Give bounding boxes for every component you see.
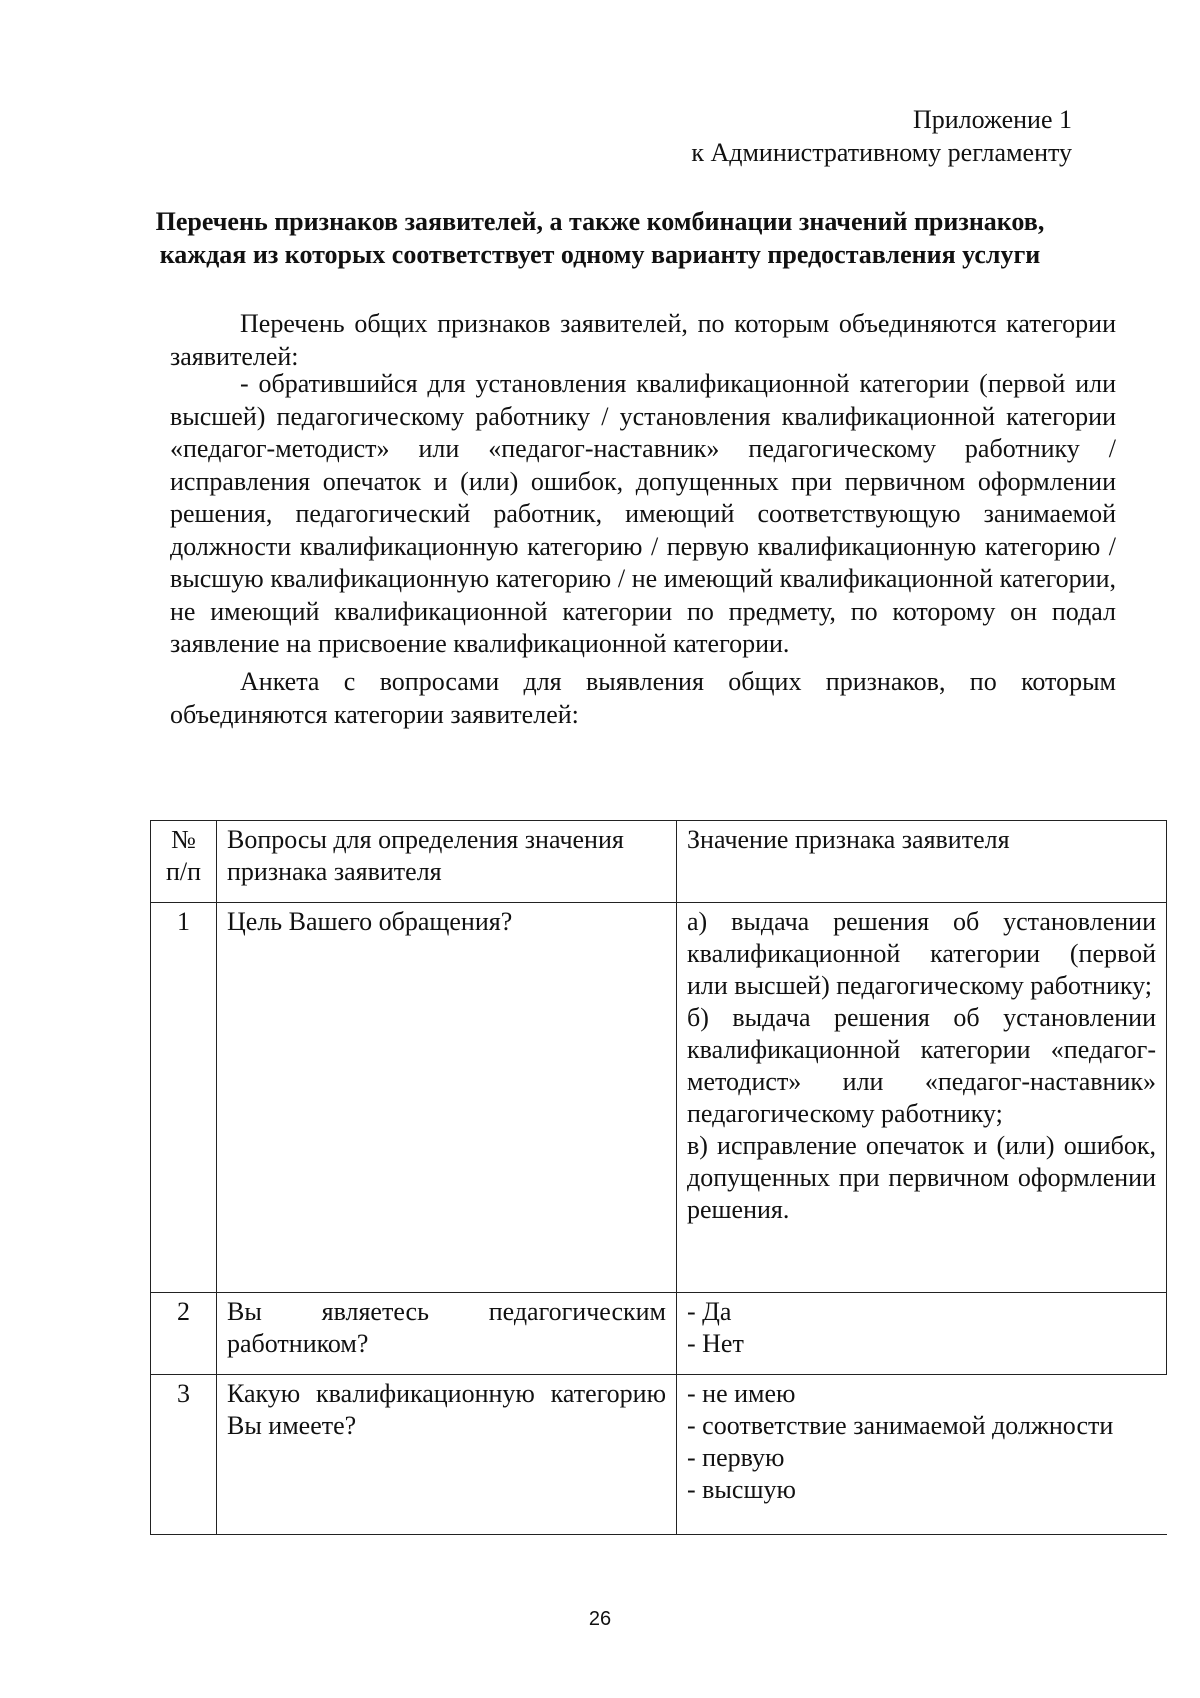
survey-table [150,820,1167,1535]
row-num: 1 [151,903,217,1293]
row-question: Какую квалификационную категорию Вы имеете? [217,1375,677,1535]
value-item: - первую [687,1443,785,1472]
value-item: - Нет [687,1329,744,1358]
header-num-label: п/п [165,857,202,886]
document-title: Перечень признаков заявителей, а также комбинации значений признаков, каждая из которых соответствует одному варианту предоставления услуги [155,207,1045,269]
table-row [151,1293,1167,1375]
table-row [151,903,1167,1293]
row-values [677,903,1167,1293]
value-item: в) исправление опечаток и (или) ошибок, допущенных при первичном оформлении решения. [687,1131,1156,1224]
header-num-cell [151,821,217,903]
row-question: Вы являетесь педагогическим работником? [217,1293,677,1375]
header-question-cell: Вопросы для определения значения признака заявителя [217,821,677,903]
appendix-line-1: Приложение 1 [912,105,1072,134]
header-num-symbol: № [171,825,196,854]
appendix-line-2: к Административному регламенту [691,138,1072,167]
row-num: 3 [151,1375,217,1535]
value-item: б) выдача решения об установлении квалификационной категории «педагог-методист» или «педагог-наставник» педагогическому работнику; [687,1003,1156,1128]
value-item: - не имею [687,1379,796,1408]
criteria-paragraph: - обратившийся для установления квалификационной категории (первой или высшей) педагогическому работнику / установления квалификационной категории «педагог-методист» или «педагог-наставник» педагогическому работнику / исправления опечаток и (или) ошибок, допущенных при первичном оформлении решения, педагогический работник, имеющий соответствующую занимаемой должности квалификационную категорию / первую квалификационную категорию /высшую квалификационную категорию / не имеющий квалификационной категории, не имеющий квалификационной категории по предмету, по которому он подал заявление на присвоение квалификационной категории. [170,369,1116,658]
row-values [677,1293,1167,1375]
survey-paragraph: Анкета с вопросами для выявления общих признаков, по которым объединяются категории заявителей: [170,667,1116,729]
page-number: 26 [588,1608,612,1630]
value-item: а) выдача решения об установлении квалификационной категории (первой или высшей) педагогическому работнику; [687,907,1156,1000]
value-item: - соответствие занимаемой должности [687,1411,1114,1440]
intro-paragraph: Перечень общих признаков заявителей, по которым объединяются категории заявителей: [170,309,1116,371]
value-item: - Да [687,1297,732,1326]
header-value-cell: Значение признака заявителя [677,821,1167,903]
row-values [677,1375,1167,1535]
value-item: - высшую [687,1475,796,1504]
row-num: 2 [151,1293,217,1375]
row-question: Цель Вашего обращения? [217,903,677,1293]
appendix-header [691,103,1072,169]
table-row [151,1375,1167,1535]
table-header-row [151,821,1167,903]
